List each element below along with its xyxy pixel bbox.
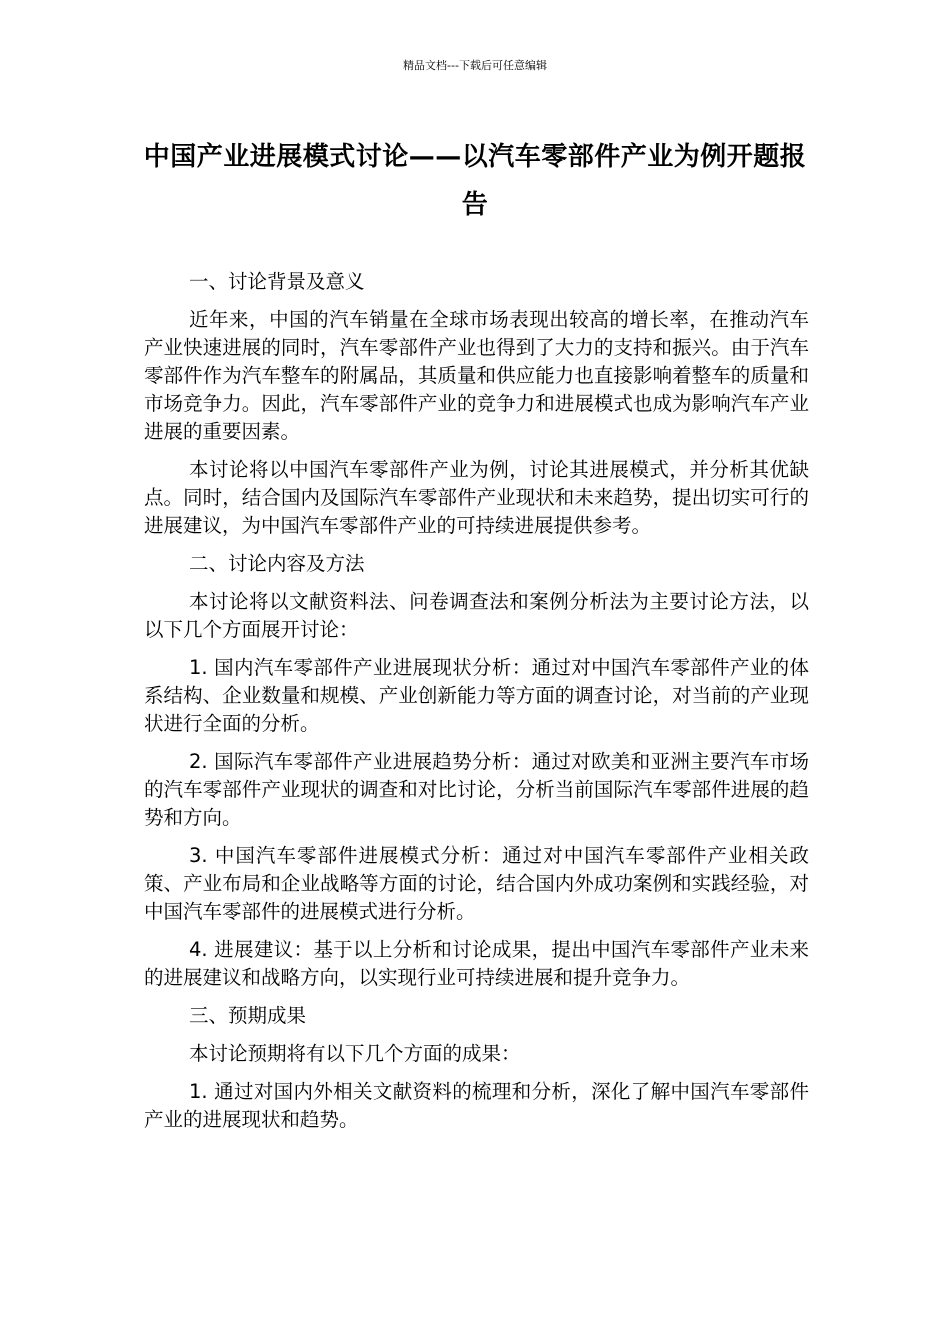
paragraph: 本讨论预期将有以下几个方面的成果： [189,1042,521,1065]
list-item: 4. 进展建议：基于以上分析和讨论成果，提出中国汽车零部件产业未来的进展建议和战略方向，以实现行业可持续进展和提升竞争力。 [144,938,809,989]
section-heading-expected-results: 三、预期成果 [189,1004,307,1027]
section-heading-background: 一、讨论背景及意义 [189,270,365,293]
list-item: 1. 通过对国内外相关文献资料的梳理和分析，深化了解中国汽车零部件产业的进展现状和趋势。 [144,1080,809,1131]
paragraph: 近年来，中国的汽车销量在全球市场表现出较高的增长率，在推动汽车产业快速进展的同时，汽车零部件产业也得到了大力的支持和振兴。由于汽车零部件作为汽车整车的附属品，其质量和供应能力也直接影响着整车的质量和市场竞争力。因此，汽车零部件产业的竞争力和进展模式也成为影响汽车产业进展的重要因素。 [144,308,809,443]
document-body [144,268,809,1144]
page-header: 精品文档---下载后可任意编辑 [403,59,547,72]
document-title: 中国产业进展模式讨论——以汽车零部件产业为例开题报告 [143,142,807,220]
section-heading-content-method: 二、讨论内容及方法 [189,552,365,575]
list-item: 3. 中国汽车零部件进展模式分析：通过对中国汽车零部件产业相关政策、产业布局和企业战略等方面的讨论，结合国内外成功案例和实践经验，对中国汽车零部件的进展模式进行分析。 [144,844,809,923]
list-item: 1. 国内汽车零部件产业进展现状分析：通过对中国汽车零部件产业的体系结构、企业数量和规模、产业创新能力等方面的调查讨论，对当前的产业现状进行全面的分析。 [144,656,809,735]
paragraph: 本讨论将以文献资料法、问卷调查法和案例分析法为主要讨论方法，以以下几个方面展开讨论： [144,590,809,641]
paragraph: 本讨论将以中国汽车零部件产业为例，讨论其进展模式，并分析其优缺点。同时，结合国内及国际汽车零部件产业现状和未来趋势，提出切实可行的进展建议，为中国汽车零部件产业的可持续进展提供参考。 [144,458,809,537]
list-item: 2. 国际汽车零部件产业进展趋势分析：通过对欧美和亚洲主要汽车市场的汽车零部件产业现状的调查和对比讨论，分析当前国际汽车零部件进展的趋势和方向。 [144,750,809,829]
